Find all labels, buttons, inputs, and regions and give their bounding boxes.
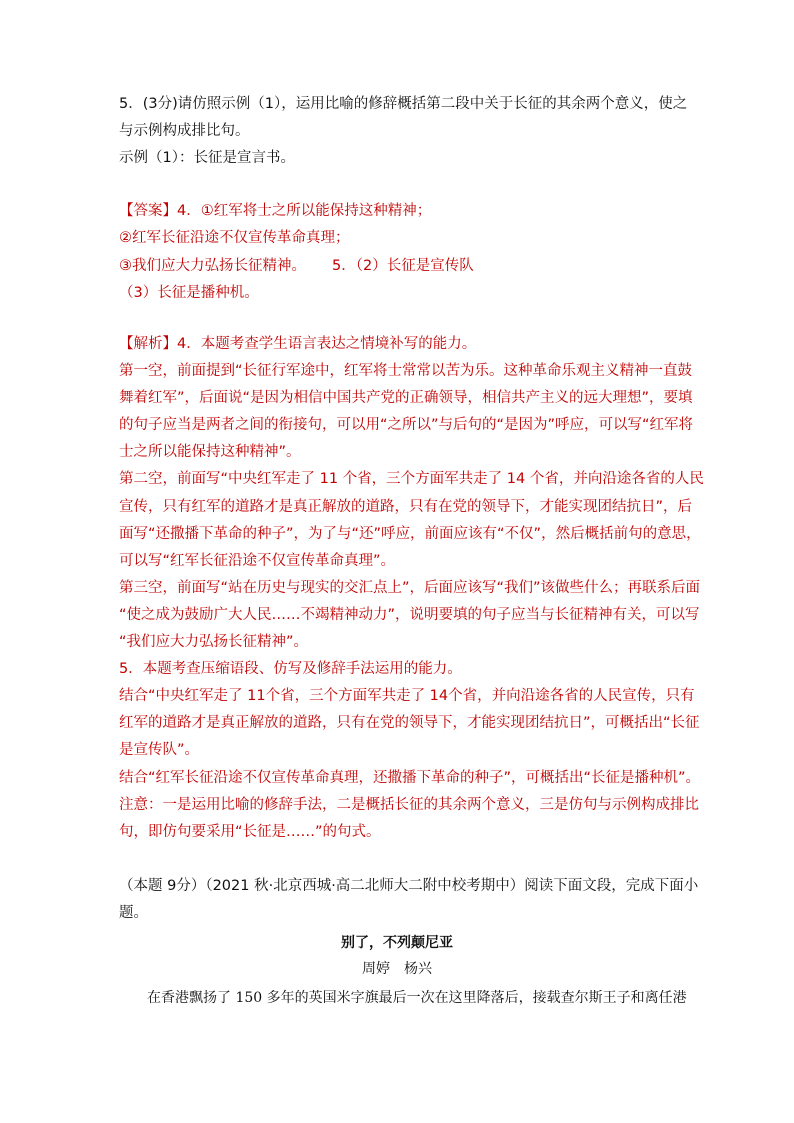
analysis-line: 第二空，前面写“中央红军走了 11 个省，三个方面军共走了 14 个省，并向沿途各省的人民 [119, 471, 704, 488]
analysis-line: 宣传，只有红军的道路才是真正解放的道路，只有在党的领导下，才能实现团结抗日”，后 [119, 498, 693, 515]
answer-line1 [119, 201, 431, 221]
analysis-line: 句，即仿句要采用“长征是……”的句式。 [119, 823, 381, 840]
analysis-line: 5．本题考查压缩语段、仿写及修辞手法运用的能力。 [119, 661, 462, 678]
analysis-text-1: 4．本题考查学生语言表达之情境补写的能力。 [177, 336, 477, 352]
analysis-line: 注意：一是运用比喻的修辞手法，二是概括长征的其余两个意义，三是仿句与示例构成排比 [119, 796, 699, 813]
answer-line2: ②红军长征沿途不仅宣传革命真理； [119, 230, 350, 246]
article-title: 别了，不列颠尼亚 [341, 935, 453, 951]
analysis-line: 第一空，前面提到“长征行军途中，红军将士常常以苦为乐。这种革命乐观主义精神一直鼓 [119, 363, 693, 379]
answer-line4: （3）长征是播种机。 [119, 285, 259, 301]
analysis-tag: 【解析】 [119, 336, 177, 352]
answer-text-3b: 5．（2）长征是宣传队 [332, 258, 474, 274]
analysis-line: 结合“红军长征沿途不仅宣传革命真理，还撒播下革命的种子”，可概括出“长征是播种机”。 [119, 769, 701, 786]
article-first-line: 在香港飘扬了 150 多年的英国米字旗最后一次在这里降落后，接载查尔斯王子和离任港 [147, 990, 687, 1006]
article-authors: 周婷 杨兴 [362, 961, 432, 977]
analysis-line: 是宣传队”。 [119, 742, 200, 759]
question5-example: 示例（1）：长征是宣言书。 [119, 150, 295, 166]
question5-line2: 与示例构成排比句。 [119, 123, 250, 139]
answer-tag: 【答案】 [119, 203, 177, 219]
question5-line1: 5．(3分)请仿照示例（1），运用比喻的修辞概括第二段中关于长征的其余两个意义，使之 [119, 96, 688, 112]
answer-line3 [119, 256, 474, 276]
section-line2: 题。 [119, 905, 148, 921]
answer-text-1: 4．①红军将士之所以能保持这种精神； [177, 203, 432, 219]
analysis-line: “我们应大力弘扬长征精神”。 [119, 634, 309, 650]
answer-text-3a: ③我们应大力弘扬长征精神。 [119, 258, 306, 274]
analysis-line: 第三空，前面写“站在历史与现实的交汇点上”，后面应该写“我们”该做些什么；再联系后面 [119, 579, 701, 596]
analysis-line: 士之所以能保持这种精神”。 [119, 444, 301, 461]
analysis-line1 [119, 334, 476, 354]
analysis-line: 可以写“红军长征沿途不仅宣传革命真理”。 [119, 552, 396, 569]
section-line1: （本题 9分）（2021 秋·北京西城·高二北师大二附中校考期中）阅读下面文段，完成下面小 [119, 878, 699, 894]
analysis-line: 结合“中央红军走了 11个省，三个方面军共走了 14个省，并向沿途各省的人民宣传，只有 [119, 688, 695, 705]
analysis-line: “使之成为鼓励广大人民……不竭精神动力”，说明要填的句子应当与长征精神有关，可以写 [119, 606, 700, 623]
analysis-line: 的句子应当是两者之间的衔接句，可以用“之所以”与后句的“是因为”呼应，可以写“红军将 [119, 417, 694, 434]
analysis-line: 舞着红军”，后面说“是因为相信中国共产党的正确领导，相信共产主义的远大理想”，要填 [119, 390, 693, 407]
analysis-line: 面写“还撒播下革命的种子”，为了与“还”呼应，前面应该有“不仅”，然后概括前句的意思， [119, 525, 701, 542]
analysis-line: 红军的道路才是真正解放的道路，只有在党的领导下，才能实现团结抗日”，可概括出“长征 [119, 715, 700, 732]
